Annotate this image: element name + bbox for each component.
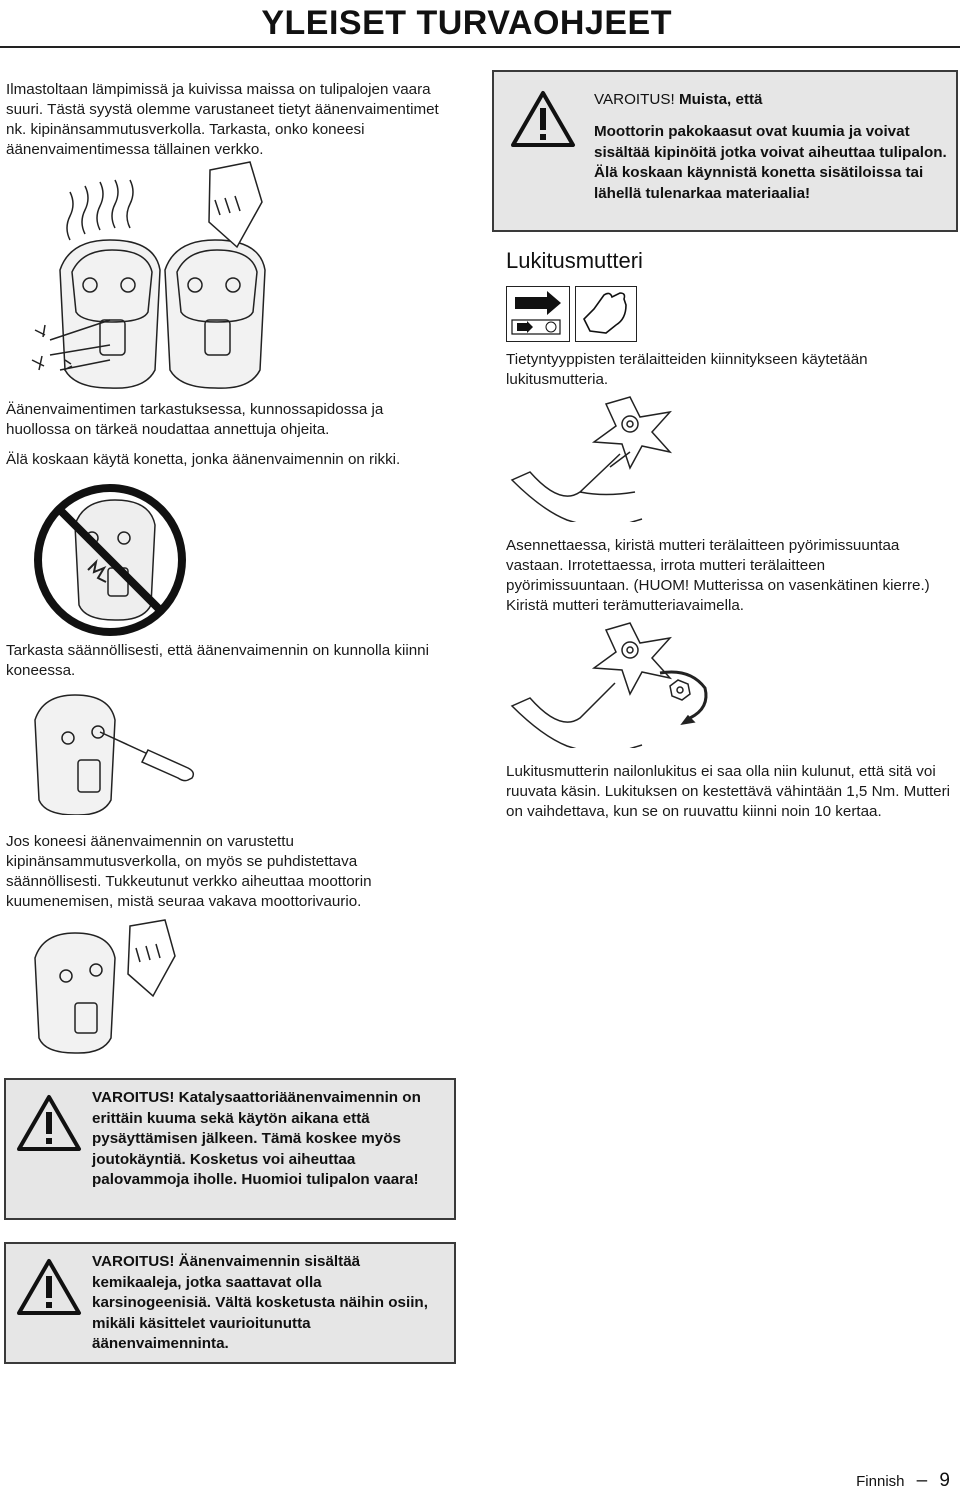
warning-catalytic-text: VAROITUS! Katalysaattoriäänenvaimennin on erittäin kuuma sekä käytön aikana että pysäyttämisen jälkeen. Tämä koskee myös joutokäyntiä. Kosketus voi aiheuttaa palovammoja iholle. Huomioi tulipalon vaara! bbox=[92, 1089, 421, 1188]
warning-lead-rest: Muista, että bbox=[674, 91, 763, 108]
warning-box-exhaust bbox=[492, 70, 958, 232]
gloves-symbol bbox=[575, 286, 637, 342]
warning-triangle-icon bbox=[16, 1258, 82, 1316]
page-header bbox=[0, 2, 960, 48]
section-heading-lock-nut: Lukitusmutteri bbox=[506, 248, 643, 273]
footer-language: Finnish bbox=[856, 1473, 905, 1490]
muffler-screwdriver-illustration bbox=[30, 690, 200, 815]
blade-lock-nut-illustration bbox=[510, 392, 680, 522]
warning-box-catalytic bbox=[4, 1078, 456, 1220]
warning-exhaust-lead bbox=[594, 90, 954, 111]
warning-triangle-icon bbox=[16, 1094, 82, 1152]
no-broken-muffler-illustration bbox=[30, 480, 190, 640]
footer-dash: – bbox=[916, 1470, 928, 1491]
page-title: YLEISET TURVAOHJEET bbox=[261, 4, 672, 42]
blade-nut-rotation-illustration bbox=[510, 618, 730, 748]
page-footer bbox=[856, 1470, 950, 1492]
broken-muffler-text: Älä koskaan käytä konetta, jonka äänenvaimennin on rikki. bbox=[6, 451, 401, 468]
warning-chemicals-text: VAROITUS! Äänenvaimennin sisältää kemikaaleja, jotka saattavat olla karsinogeenisiä. Vältä kosketusta näihin osiin, mikäli käsittelet vaurioitunutta äänenvaimenninta. bbox=[92, 1253, 428, 1352]
glove-icon bbox=[576, 287, 635, 340]
warning-box-chemicals bbox=[4, 1242, 456, 1364]
clean-spark-screen-text: Jos koneesi äänenvaimennin on varustettu kipinänsammutusverkolla, on myös se puhdistettava säännöllisesti. Tukkeutunut verkko aiheuttaa moottorin kuumenemisen, mistä seuraa vakava moottorivaurio. bbox=[6, 833, 372, 910]
lock-nut-tightening-text: Asennettaessa, kiristä mutteri terälaitteen pyörimissuuntaa vastaan. Irrotettaessa, irrota mutteri terälaitteen pyörimissuuntaan. (HUOM! Mutterissa on vasenkätinen kierre.) Kiristä mutteri terämutteriavaimella. bbox=[506, 537, 930, 614]
muffler-spark-screen-illustration bbox=[30, 160, 300, 390]
page-number: 9 bbox=[939, 1470, 950, 1491]
check-muffler-attached-text: Tarkasta säännöllisesti, että äänenvaimennin on kunnolla kiinni koneessa. bbox=[6, 642, 429, 679]
arrow-stop-icon bbox=[507, 287, 568, 340]
muffler-spark-screen-small-illustration bbox=[30, 918, 180, 1058]
spark-arrestor-intro: Ilmastoltaan lämpimissä ja kuivissa maissa on tulipalojen vaara suuri. Tästä syystä olemme varustaneet tietyt äänenvaimentimet nk. kipinänsammutusverkolla. Tarkasta, onko koneesi äänenvaimentimessa tällainen verkko. bbox=[6, 81, 439, 158]
lock-nut-intro: Tietyntyyppisten terälaitteiden kiinnitykseen käytetään lukitusmutteria. bbox=[506, 351, 868, 388]
engine-stop-symbol bbox=[506, 286, 570, 342]
warning-triangle-icon bbox=[510, 90, 576, 148]
warning-exhaust-body: Moottorin pakokaasut ovat kuumia ja voivat sisältää kipinöitä jotka voivat aiheuttaa tulipalon. Älä koskaan käynnistä konetta sisätiloissa tai lähellä tulenarkaa materiaalia! bbox=[594, 123, 947, 202]
muffler-maintenance-text: Äänenvaimentimen tarkastuksessa, kunnossapidossa ja huollossa on tärkeä noudattaa annettuja ohjeita. bbox=[6, 401, 384, 438]
warning-label: VAROITUS! bbox=[594, 91, 675, 108]
lock-nut-wear-text: Lukitusmutterin nailonlukitus ei saa olla niin kulunut, että sitä voi ruuvata käsin. Lukituksen on kestettävä vähintään 1,5 Nm. Mutteri on vaihdettava, kun se on ruuvattu kiinni noin 10 kertaa. bbox=[506, 763, 951, 820]
